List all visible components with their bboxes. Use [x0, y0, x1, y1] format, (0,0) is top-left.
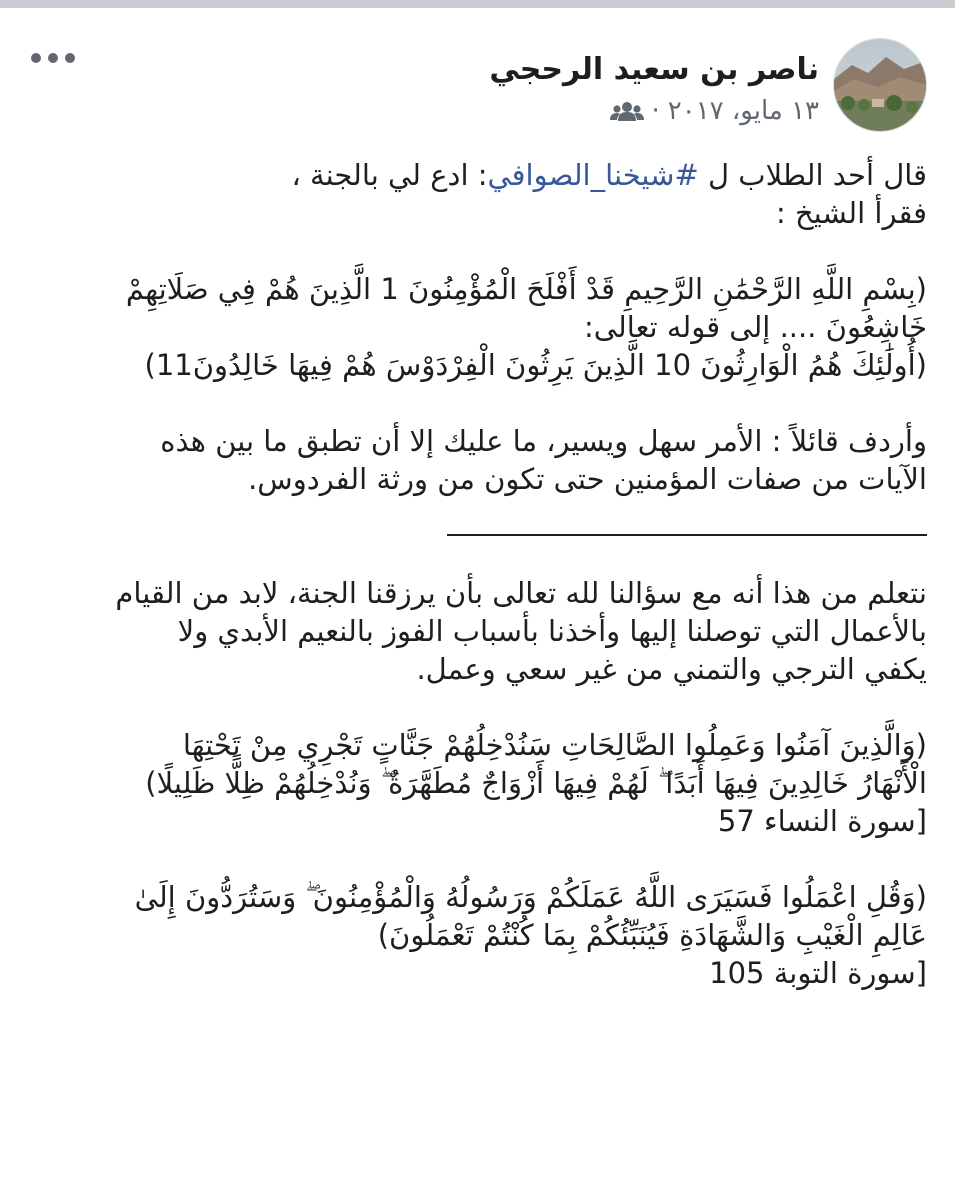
- text-line: وأردف قائلاً : الأمر سهل ويسير، ما عليك إلا أن تطبق ما بين هذه: [160, 424, 927, 458]
- verse-line: الْأَنْهَارُ خَالِدِينَ فِيهَا أَبَدًا ۖ لَهُمْ فِيهَا أَزْوَاجٌ مُطَهَّرَةٌ ۖ وَنُدْخِلُهُمْ ظِلًّا ظَلِيلًا): [145, 766, 927, 800]
- text-line: نتعلم من هذا أنه مع سؤالنا لله تعالى بأن يرزقنا الجنة، لابد من القيام: [115, 576, 927, 610]
- post-meta: [610, 96, 820, 126]
- text-line: فقرأ الشيخ :: [775, 196, 927, 230]
- text-line: الآيات من صفات المؤمنين حتى تكون من ورثة الفردوس.: [248, 462, 927, 496]
- hashtag-link[interactable]: #شيخنا_الصوافي: [487, 158, 699, 192]
- text-line: يكفي الترجي والتمني من غير سعي وعمل.: [416, 652, 927, 686]
- facebook-post: [0, 8, 955, 1200]
- verse-reference: [سورة النساء 57: [717, 804, 927, 838]
- verse-line: (أُولَٰئِكَ هُمُ الْوَارِثُونَ 10 الَّذِينَ يَرِثُونَ الْفِرْدَوْسَ هُمْ فِيهَا خَالِدُونَ11): [144, 348, 927, 382]
- meta-separator: ·: [651, 96, 660, 126]
- author-name[interactable]: ناصر بن سعيد الرحجي: [489, 52, 819, 87]
- more-options-icon[interactable]: [31, 46, 75, 70]
- verse-line: عَالِمِ الْغَيْبِ وَالشَّهَادَةِ فَيُنَبِّئُكُمْ بِمَا كُنْتُمْ تَعْمَلُونَ): [377, 918, 927, 952]
- avatar[interactable]: [833, 38, 927, 132]
- avatar-landscape-image: [834, 39, 926, 131]
- text-line: بالأعمال التي توصلنا إليها وأخذنا بأسباب الفوز بالنعيم الأبدي ولا: [177, 614, 927, 648]
- divider-line: [447, 534, 927, 536]
- verse-line: (بِسْمِ اللَّهِ الرَّحْمَٰنِ الرَّحِيمِ قَدْ أَفْلَحَ الْمُؤْمِنُونَ 1 الَّذِينَ هُمْ فِي صَلَاتِهِمْ: [125, 272, 927, 306]
- post-header: [27, 38, 927, 138]
- post-date[interactable]: ١٣ مايو، ٢٠١٧: [667, 96, 819, 126]
- verse-reference: [سورة التوبة 105: [709, 956, 927, 990]
- text-line: قال أحد الطلاب ل #شيخنا_الصوافي: ادع لي بالجنة ،: [291, 158, 927, 192]
- verse-line: (وَالَّذِينَ آمَنُوا وَعَمِلُوا الصَّالِحَاتِ سَنُدْخِلُهُمْ جَنَّاتٍ تَجْرِي مِنْ تَحْتِهَا: [182, 728, 927, 762]
- top-separator-bar: [0, 0, 955, 8]
- verse-line: (وَقُلِ اعْمَلُوا فَسَيَرَى اللَّهُ عَمَلَكُمْ وَرَسُولُهُ وَالْمُؤْمِنُونَ ۖ وَسَتُرَدُّونَ إِلَىٰ: [134, 880, 927, 914]
- friends-icon[interactable]: [610, 100, 644, 122]
- post-body: [27, 156, 927, 992]
- verse-line: خَاشِعُونَ .... إلى قوله تعالى:: [583, 310, 927, 344]
